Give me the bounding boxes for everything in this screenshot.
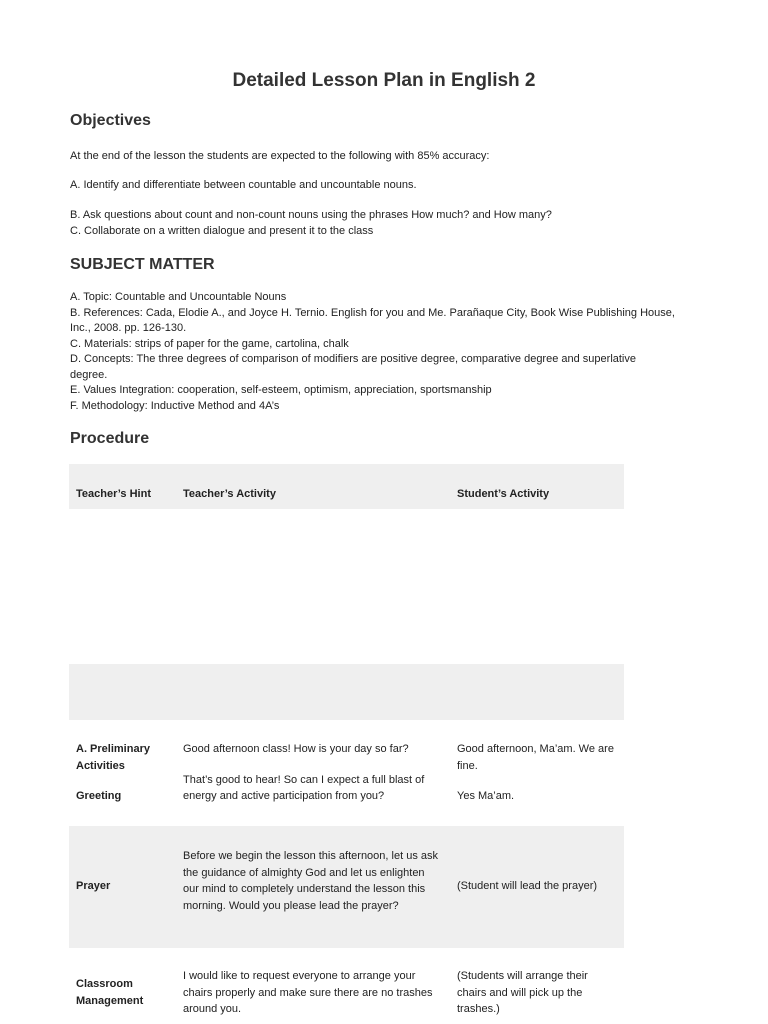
hint-preliminary: [76, 741, 171, 805]
subject-methodology: F. Methodology: Inductive Method and 4A’s: [70, 399, 280, 412]
header-teachers-activity: Teacher’s Activity: [183, 488, 276, 500]
table-row-preliminary: [69, 720, 624, 826]
subject-concepts: D. Concepts: The three degrees of comparison of modifiers are positive degree, comparative degree and superlative degree.: [70, 353, 636, 381]
objectives-heading: Objectives: [70, 112, 151, 129]
hint-prayer: Prayer: [76, 880, 111, 892]
subject-topic: A. Topic: Countable and Uncountable Nouns: [70, 291, 287, 303]
objective-b: B. Ask questions about count and non-count nouns using the phrases How much? and How many?: [70, 209, 552, 221]
table-row-prayer: [69, 826, 624, 948]
teacher-activity-greeting: [183, 741, 445, 805]
student-activity-classroom: (Students will arrange their chairs and will pick up the trashes.): [457, 970, 588, 1015]
hint-preliminary-label: A. Preliminary Activities: [76, 743, 150, 772]
document-title: Detailed Lesson Plan in English 2: [232, 70, 536, 91]
student-greeting-line: Good afternoon, Ma’am. We are fine.: [457, 743, 614, 772]
table-row-empty: [69, 509, 624, 664]
table-row-classroom-management: [69, 948, 624, 1024]
header-students-activity: Student’s Activity: [457, 488, 550, 500]
teacher-activity-prayer: Before we begin the lesson this afternoon, let us ask the guidance of almighty God and let us enlighten our mind to completely understand the lesson this morning. Would you please lead the prayer?: [183, 850, 438, 912]
student-yes-line: Yes Ma’am.: [457, 790, 515, 802]
procedure-heading: Procedure: [70, 430, 150, 447]
hint-greeting-label: Greeting: [76, 790, 122, 802]
subject-values: E. Values Integration: cooperation, self-esteem, optimism, appreciation, sportsmanship: [70, 384, 492, 396]
student-activity-prayer: (Student will lead the prayer): [457, 880, 598, 892]
student-activity-greeting: [457, 741, 617, 805]
teacher-activity-classroom: I would like to request everyone to arrange your chairs properly and make sure there are no trashes around you.: [183, 970, 433, 1015]
subject-matter-heading: SUBJECT MATTER: [70, 256, 215, 273]
objective-a: A. Identify and differentiate between countable and uncountable nouns.: [70, 179, 417, 191]
hint-classroom-management: Classroom Management: [76, 978, 144, 1007]
table-row-empty-shaded: [69, 664, 624, 720]
header-teachers-hint: Teacher’s Hint: [76, 488, 151, 500]
table-header-row: [69, 464, 624, 509]
subject-references: B. References: Cada, Elodie A., and Joyce H. Ternio. English for you and Me. Parañaque City, Book Wise Publishing House, Inc., 2008. pp. 126-130.: [70, 306, 675, 334]
teacher-greeting-line: Good afternoon class! How is your day so far?: [183, 743, 409, 755]
teacher-energy-line: That’s good to hear! So can I expect a full blast of energy and active participation from you?: [183, 773, 425, 802]
objective-c: C. Collaborate on a written dialogue and present it to the class: [70, 225, 374, 237]
objectives-intro: At the end of the lesson the students are expected to the following with 85% accuracy:: [70, 150, 490, 162]
subject-materials: C. Materials: strips of paper for the game, cartolina, chalk: [70, 337, 349, 350]
